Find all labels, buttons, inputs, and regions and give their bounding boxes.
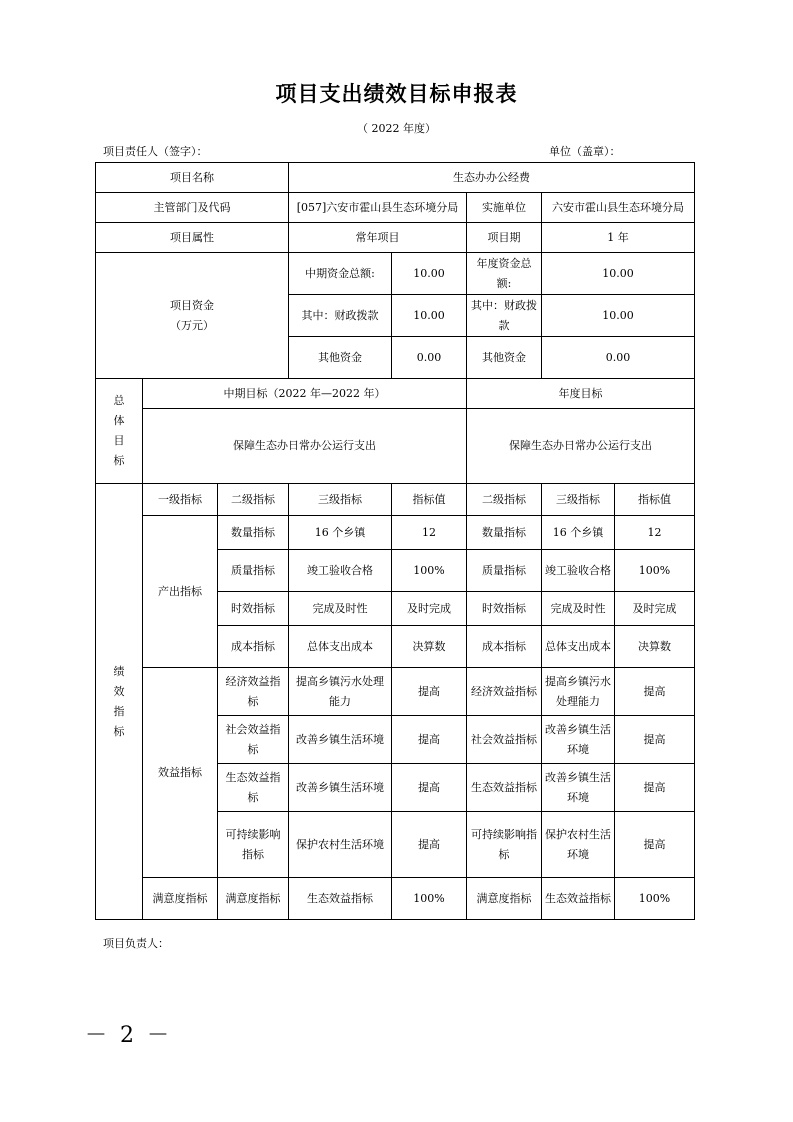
mid-total-value: 10.00 bbox=[392, 253, 467, 295]
table-cell: 竣工验收合格 bbox=[289, 550, 392, 592]
header-level1: 一级指标 bbox=[143, 484, 218, 516]
period-value: 1 年 bbox=[542, 223, 695, 253]
period-label: 项目期 bbox=[467, 223, 542, 253]
year-total-label: 年度资金总额: bbox=[467, 253, 542, 295]
table-cell: 经济效益指标 bbox=[218, 668, 289, 716]
year-other-value: 0.00 bbox=[542, 337, 695, 379]
table-cell: 改善乡镇生活环境 bbox=[289, 716, 392, 764]
table-cell: 提高 bbox=[615, 668, 695, 716]
table-cell: 决算数 bbox=[392, 626, 467, 668]
year-target-header: 年度目标 bbox=[467, 379, 695, 409]
table-cell: 100% bbox=[615, 878, 695, 920]
satisfaction-indicator-label: 满意度指标 bbox=[143, 878, 218, 920]
table-cell: 竣工验收合格 bbox=[542, 550, 615, 592]
table-cell: 成本指标 bbox=[467, 626, 542, 668]
table-cell: 保护农村生活环境 bbox=[289, 812, 392, 878]
overall-target-label: 总体目标 bbox=[96, 379, 143, 484]
table-cell: 可持续影响指标 bbox=[218, 812, 289, 878]
year-total-value: 10.00 bbox=[542, 253, 695, 295]
output-indicator-label: 产出指标 bbox=[143, 516, 218, 668]
table-cell: 16 个乡镇 bbox=[289, 516, 392, 550]
mid-target-header: 中期目标（2022 年—2022 年） bbox=[143, 379, 467, 409]
table-cell: 社会效益指标 bbox=[218, 716, 289, 764]
year-fiscal-label: 其中：财政拨款 bbox=[467, 295, 542, 337]
table-cell: 生态效益指标 bbox=[542, 878, 615, 920]
mid-fiscal-value: 10.00 bbox=[392, 295, 467, 337]
table-cell: 提高 bbox=[392, 812, 467, 878]
year-other-label: 其他资金 bbox=[467, 337, 542, 379]
funds-label: 项目资金 bbox=[170, 298, 214, 312]
table-cell: 满意度指标 bbox=[467, 878, 542, 920]
attr-label: 项目属性 bbox=[96, 223, 289, 253]
table-cell: 决算数 bbox=[615, 626, 695, 668]
table-cell: 改善乡镇生活环境 bbox=[542, 764, 615, 812]
header-level3-year: 三级指标 bbox=[542, 484, 615, 516]
table-cell: 成本指标 bbox=[218, 626, 289, 668]
table-cell: 时效指标 bbox=[467, 592, 542, 626]
table-cell: 提高乡镇污水处理能力 bbox=[289, 668, 392, 716]
mid-other-label: 其他资金 bbox=[289, 337, 392, 379]
table-cell: 保护农村生活环境 bbox=[542, 812, 615, 878]
responsible-label: 项目责任人（签字）： bbox=[103, 145, 208, 158]
table-cell: 生态效益指标 bbox=[467, 764, 542, 812]
table-cell: 总体支出成本 bbox=[542, 626, 615, 668]
table-cell: 生态效益指标 bbox=[218, 764, 289, 812]
header-value-mid: 指标值 bbox=[392, 484, 467, 516]
funds-unit: （万元） bbox=[170, 318, 214, 332]
table-cell: 及时完成 bbox=[392, 592, 467, 626]
header-level3-mid: 三级指标 bbox=[289, 484, 392, 516]
table-cell: 提高 bbox=[392, 668, 467, 716]
dept-value: [057]六安市霍山县生态环境分局 bbox=[289, 193, 467, 223]
mid-total-label: 中期资金总额: bbox=[289, 253, 392, 295]
year-target-text: 保障生态办日常办公运行支出 bbox=[467, 409, 695, 484]
header-value-year: 指标值 bbox=[615, 484, 695, 516]
table-cell: 经济效益指标 bbox=[467, 668, 542, 716]
table-cell: 数量指标 bbox=[467, 516, 542, 550]
mid-other-value: 0.00 bbox=[392, 337, 467, 379]
table-cell: 100% bbox=[392, 550, 467, 592]
header-level2-year: 二级指标 bbox=[467, 484, 542, 516]
table-cell: 提高 bbox=[615, 812, 695, 878]
year-fiscal-value: 10.00 bbox=[542, 295, 695, 337]
mid-fiscal-label: 其中：财政拨款 bbox=[289, 295, 392, 337]
table-cell: 及时完成 bbox=[615, 592, 695, 626]
table-cell: 100% bbox=[615, 550, 695, 592]
table-cell: 12 bbox=[615, 516, 695, 550]
table-cell: 改善乡镇生活环境 bbox=[289, 764, 392, 812]
table-cell: 12 bbox=[392, 516, 467, 550]
mid-target-text: 保障生态办日常办公运行支出 bbox=[143, 409, 467, 484]
table-cell: 质量指标 bbox=[218, 550, 289, 592]
table-cell: 数量指标 bbox=[218, 516, 289, 550]
table-cell: 100% bbox=[392, 878, 467, 920]
table-cell: 提高 bbox=[615, 716, 695, 764]
table-cell: 完成及时性 bbox=[542, 592, 615, 626]
header-level2-mid: 二级指标 bbox=[218, 484, 289, 516]
year-line: （ 2022 年度） bbox=[357, 122, 436, 135]
unit-label: 单位（盖章）： bbox=[549, 145, 621, 158]
page-number: － 2 － bbox=[85, 1023, 172, 1048]
project-name-value: 生态办办公经费 bbox=[289, 163, 695, 193]
table-cell: 提高 bbox=[615, 764, 695, 812]
impl-value: 六安市霍山县生态环境分局 bbox=[542, 193, 695, 223]
table-cell: 时效指标 bbox=[218, 592, 289, 626]
application-table bbox=[95, 162, 695, 920]
project-name-label: 项目名称 bbox=[96, 163, 289, 193]
dept-label: 主管部门及代码 bbox=[96, 193, 289, 223]
table-cell: 16 个乡镇 bbox=[542, 516, 615, 550]
funds-label-cell bbox=[96, 253, 289, 379]
table-cell: 改善乡镇生活环境 bbox=[542, 716, 615, 764]
document-title: 项目支出绩效目标申报表 bbox=[275, 81, 518, 106]
table-cell: 提高 bbox=[392, 764, 467, 812]
table-cell: 完成及时性 bbox=[289, 592, 392, 626]
benefit-indicator-label: 效益指标 bbox=[143, 668, 218, 878]
table-cell: 满意度指标 bbox=[218, 878, 289, 920]
attr-value: 常年项目 bbox=[289, 223, 467, 253]
table-cell: 总体支出成本 bbox=[289, 626, 392, 668]
table-cell: 生态效益指标 bbox=[289, 878, 392, 920]
table-cell: 社会效益指标 bbox=[467, 716, 542, 764]
table-cell: 可持续影响指标 bbox=[467, 812, 542, 878]
project-lead-label: 项目负责人： bbox=[103, 937, 169, 950]
performance-indicator-label: 绩效指标 bbox=[96, 484, 143, 920]
table-cell: 提高 bbox=[392, 716, 467, 764]
impl-label: 实施单位 bbox=[467, 193, 542, 223]
table-cell: 提高乡镇污水处理能力 bbox=[542, 668, 615, 716]
table-cell: 质量指标 bbox=[467, 550, 542, 592]
